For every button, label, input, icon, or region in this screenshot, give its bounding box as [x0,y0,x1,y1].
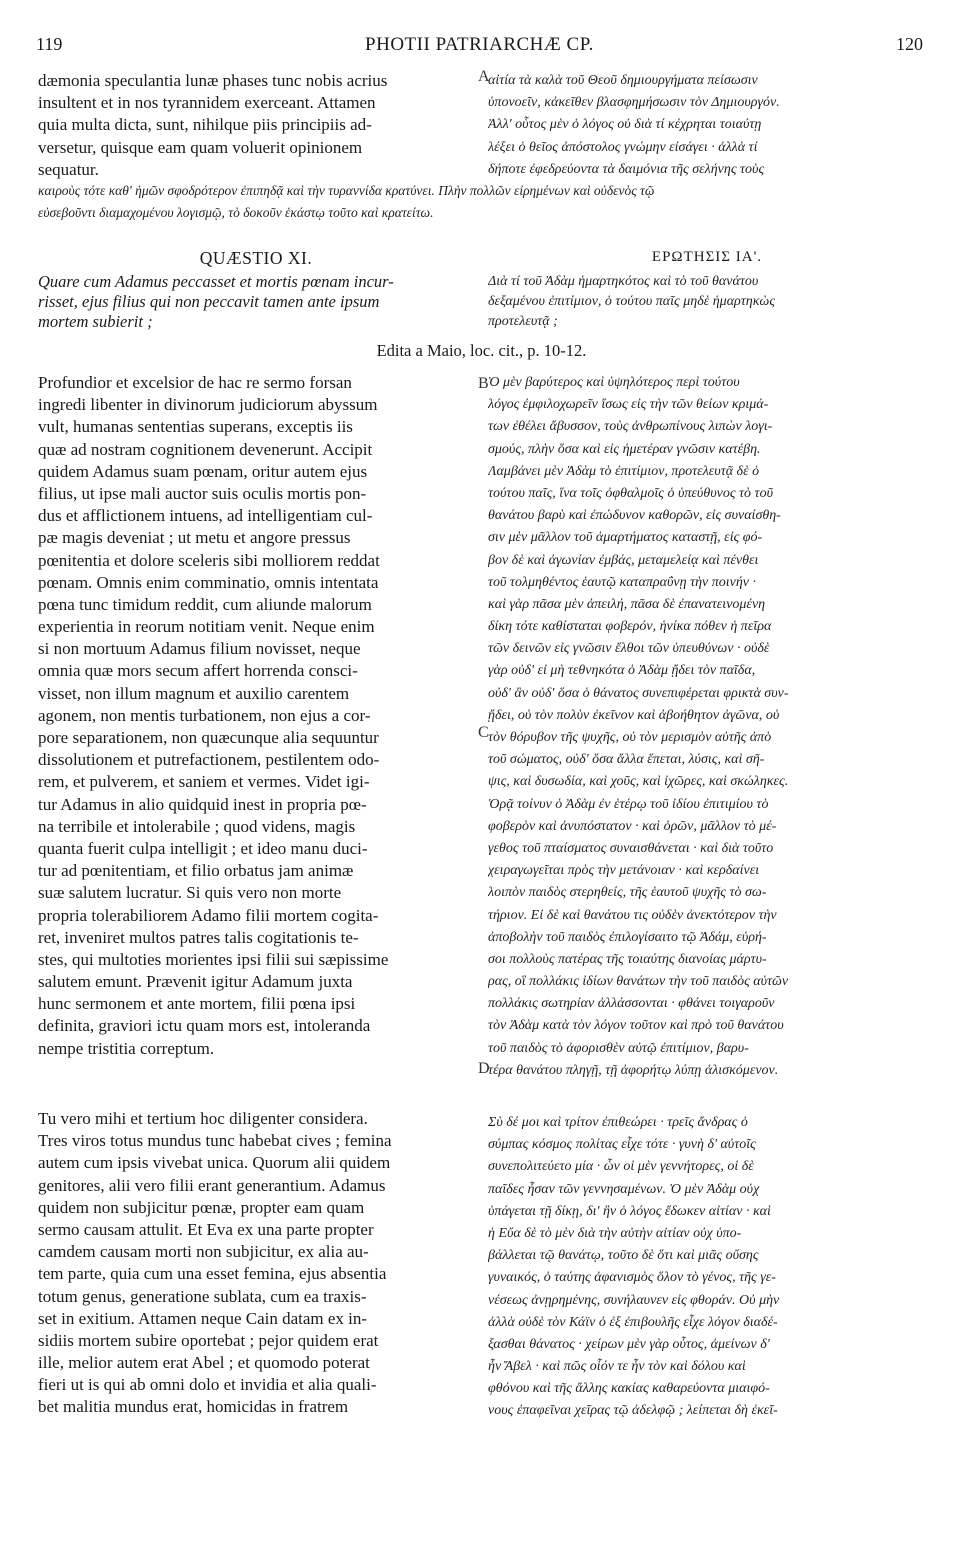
text-line: βον δὲ καὶ ἀγωνίαν ἐμβάς, μεταμελείᾳ καὶ πένθει [488,552,759,568]
text-line: σοι πολλοὺς πατέρας τῆς τοιαύτης διανοίας μάρτυ- [488,951,767,967]
text-line: ἦν Ἄβελ · καὶ πῶς οἷόν τε ἦν τὸν καὶ δόλου καὶ [488,1359,746,1375]
text-line: tur ad pœnitentiam, et filio orbatus jam animæ [38,861,354,881]
question-latin [38,272,474,332]
text-line: experientia in reorum notitiam venit. Neque enim [38,617,375,637]
question-greek [488,272,926,332]
text-line: ψις, καὶ δυσωδία, καὶ χοῦς, καὶ ἰχῶρες, καὶ σκώληκες. [488,774,789,790]
running-header [36,34,923,58]
text-line: si non mortuum Adamus filium novisset, neque [38,639,361,659]
text-line: δήποτε ἐφεδρεύοντα τὰ δαιμόνια τῆς σελήνης τοὺς [488,161,765,177]
text-line: quanta fuerit culpa intelligit ; et ideo manu duci- [38,838,368,858]
text-line: φθόνου καὶ τῆς ἄλλης κακίας καθαρεύοντα μιαιφό- [488,1381,770,1397]
text-line: tem parte, quia cum una esset femina, ejus absentia [38,1264,387,1284]
text-line: sequatur. [38,159,99,179]
margin-marker-b: B [478,375,489,392]
text-line: νέσεως ἀνῃρημένης, συνήλαυνεν εἰς φθοράν. Οὐ μὴν [488,1292,780,1308]
text-line: filius, ut ipse mali auctor suis oculis mortis pon- [38,483,367,503]
text-line: pœnitentia et dolore sceleris sibi molliorem reddat [38,550,380,570]
body-latin-column-2 [38,1108,474,1419]
text-line: Ὁρᾷ τοίνυν ὁ Ἀδὰμ ἐν ἑτέρῳ τοῦ ἰδίου ἐπιτιμίου τὸ [488,796,769,812]
text-line: pœna tunc timidum reddit, cum aliunde malorum [38,594,372,614]
intro-greek-full-width [38,180,928,224]
text-line: dissolutionem et putrefactionem, pestilentem odo- [38,750,380,770]
text-line: na terribile et intolerabile ; quod videns, magis [38,816,356,836]
text-line: παῖδες ἦσαν τῶν γεννησαμένων. Ὁ μὲν Ἀδὰμ οὐχ [488,1181,760,1197]
text-line: γὰρ οὐδ' εἰ μὴ τεθνηκότα ὁ Ἀδὰμ ᾔδει τὸν παῖδα, [488,663,756,679]
text-line: καὶ γὰρ πᾶσα μὲν ἀπειλή, πᾶσα δὲ ἐπανατεινομένη [488,596,766,612]
text-line: αἰτία τὰ καλὰ τοῦ Θεοῦ δημιουργήματα πείσωσιν [488,73,758,88]
text-line: ἀποβολὴν τοῦ παιδὸς ἐπιλογίσαιτο τῷ Ἀδάμ, εὑρή- [488,929,767,945]
text-line: visset, non illum magnum et auxilio carentem [38,683,350,703]
text-line: οὐδ' ἂν οὐδ' ὅσα ὁ θάνατος συνεπιφέρεται φρικτὰ συν- [488,685,789,701]
text-line: Σὺ δέ μοι καὶ τρίτον ἐπιθεώρει · τρεῖς ἄνδρας ὁ [488,1115,748,1130]
text-line: λοιπὸν παιδὸς στερηθείς, τῆς ἑαυτοῦ ψυχῆς τὸ σω- [488,885,767,901]
text-line: mortem subierit ; [38,312,153,331]
text-line: pœnam. Omnis enim comminatio, omnis intentata [38,572,379,592]
text-line: risset, ejus filius qui non peccavit tamen ante ipsum [38,292,380,311]
text-line: camdem causam morti non subjicitur, ex alia au- [38,1242,369,1262]
text-line: fieri ut is qui ab omni dolo et invidia et alia quali- [38,1375,377,1395]
text-line: τούτου παῖς, ἵνα τοῖς ὀφθαλμοῖς ὁ ὑπεύθυνος τὸ τοῦ [488,485,773,501]
text-line: τὸν Ἀδὰμ κατὰ τὸν λόγον τοῦτον καὶ πρὸ τοῦ θανάτου [488,1018,784,1034]
text-line: χειραγωγεῖται πρὸς τὴν μετάνοιαν · καὶ κερδαίνει [488,863,760,879]
left-page-number: 119 [36,34,63,54]
text-line: τῶν δεινῶν εἰς γνῶσιν ἔλθοι τῶν ὑπευθύνων · οὐδὲ [488,641,770,657]
text-line: genitores, alii vero filii erant generantium. Adamus [38,1175,386,1195]
text-line: ἀλλὰ οὐδὲ τὸν Κάϊν ὁ ἐξ ἐπιβουλῆς εἶχε λόγον διαδέ- [488,1314,778,1330]
intro-greek-column [488,70,926,181]
text-line: λόγος ἐμφιλοχωρεῖν ἴσως εἰς τὴν τῶν θείων κριμά- [488,397,769,413]
text-line: ξασθαι θάνατος · χείρων μὲν γὰρ οὗτος, ἀμείνων δ' [488,1336,770,1352]
text-line: γυναικός, ὁ ταύτης ἀφανισμὸς ὅλον τὸ γένος, τῆς γε- [488,1270,776,1286]
right-page-number: 120 [896,34,923,54]
text-line: θανάτου βαρὺ καὶ ἐπώδυνον καθορῶν, εἰς συναίσθη- [488,508,781,524]
text-line: vult, humanas sententias superans, exceptis iis [38,417,353,437]
text-line: Profundior et excelsior de hac re sermo forsan [38,373,352,392]
source-note: Edita a Maio, loc. cit., p. 10-12. [376,341,587,360]
text-line: γεθος τοῦ πταίσματος συναισθάνεται · καὶ διὰ τοῦτο [488,840,774,856]
text-line: stes, qui multoties morientes ipsi filii sui sæpissime [38,949,389,969]
text-line: ἡ Εὔα δὲ τὸ μὲν διὰ τὴν αὐτὴν αἰτίαν οὐχ ὑπο- [488,1225,742,1241]
text-line: τοῦ σώματος, οὐδ' ὅσα ἄλλα ἕπεται, λύσις, καὶ σῆ- [488,752,765,768]
text-line: quidem Adamus suam pœnam, oritur autem ejus [38,461,368,481]
running-title: PHOTII PATRIARCHÆ CP. [365,34,594,55]
text-line: ρας, οἳ πολλάκις ἰδίων θανάτων τὴν τοῦ παιδὸς αὐτῶν [488,974,789,990]
text-line: τήριον. Εἰ δὲ καὶ θανάτου τις οὐδὲν ἀνεκτότερον τὴν [488,907,777,923]
text-line: τοῦ παιδὸς τὸ ἀφορισθὲν αὐτῷ ἐπιτίμιον, βαρυ- [488,1040,749,1056]
text-line: λέξει ὁ θεῖος ἀπόστολος γνώμην εἰσάγει · ἀλλὰ τί [488,139,758,155]
text-line: σιν μὲν μᾶλλον τοῦ ἁμαρτήματος καταστῇ, εἰς φό- [488,530,763,546]
text-line: dus et afflictionem intuens, ad intelligentiam cul- [38,506,373,526]
text-line: propria tolerabiliorem Adamo filii mortem cogita- [38,905,379,925]
quaestio-title-greek: ΕΡΩΤΗΣΙΣ ΙΑ'. [651,249,763,265]
text-line: sermo causam attulit. Et Eva ex una parte propter [38,1219,374,1239]
text-line: Ὁ μὲν βαρύτερος καὶ ὑψηλότερος περὶ τούτου [488,375,740,390]
text-line: Λαμβάνει μὲν Ἀδὰμ τὸ ἐπιτίμιον, προτελευτᾷ δὲ ὁ [488,463,760,479]
text-line: τοῦ τολμηθέντος ἑαυτῷ καταπραΰνῃ τὴν ποινήν · [488,574,757,590]
text-line: δίκη τότε καθίσταται φοβερόν, ἡνίκα πόθεν ἡ πεῖρα [488,619,772,635]
text-line: των ἐθέλει ἄβυσσον, τοὺς ἀνθρωπίνους λιπὼν λογι- [488,419,773,435]
text-line: τὸν θόρυβον τῆς ψυχῆς, οὐ τὸν μερισμὸν αὐτῆς ἀπὸ [488,730,772,745]
text-line: set in exitium. Attamen neque Cain datam ex in- [38,1308,368,1328]
text-line: suæ salutem lucratur. Si quis vero non morte [38,883,342,903]
text-line: Tu vero mihi et tertium hoc diligenter considera. [38,1109,368,1128]
intro-latin-column [38,70,474,181]
text-line: ὑπονοεῖν, κἀκεῖθεν βλασφημήσωσιν τὸν Δημιουργόν. [488,95,780,111]
text-line: ᾔδει, οὐ τὸν πολὺν ἐκεῖνον καὶ ἀβοήθητον ἀγῶνα, οὐ [488,707,780,723]
text-line: omnia quæ mors secum affert horrenda consci- [38,661,358,681]
text-line: ret, inveniret multos patres talis cogitationis te- [38,927,359,947]
text-line: καιροὺς τότε καθ' ἡμῶν σφοδρότερον ἐπιπηδᾷ καὶ τὴν τυραννίδα κρατύνει. Πλὴν πολλῶν εἰρημένων καὶ οὐδενὸς τῷ [38,183,655,198]
text-line: δεξαμένου ἐπιτίμιον, ὁ τούτου παῖς μηδὲ ἡμαρτηκὼς [488,294,775,309]
body-latin-column [38,372,474,1060]
text-line: ille, melior autem erat Abel ; et quomodo poterat [38,1353,370,1373]
text-line: Tres viros totus mundus tunc habebat cives ; femina [38,1131,392,1151]
text-line: versetur, quisque eam quam voluerit opinionem [38,137,363,157]
text-line: pæ magis deveniat ; ut metu et angore pressus [38,528,351,548]
text-line: ingredi libenter in divinorum judiciorum abyssum [38,395,378,415]
text-line: Διὰ τί τοῦ Ἀδὰμ ἡμαρτηκότος καὶ τὸ τοῦ θανάτου [488,274,759,289]
text-line: bet malitia mundus erat, homicidas in fratrem [38,1397,349,1417]
text-line: σμούς, πλὴν ὅσα καὶ εἰς ἡμετέραν γνῶσιν κατέβη. [488,441,761,457]
text-line: πολλάκις σωτηρίαν ἀλλάσσονται · φθάνει τοιγαροῦν [488,996,775,1012]
text-line: προτελευτᾷ ; [488,314,558,329]
text-line: βάλλεται τῷ θανάτῳ, τοῦτο δὲ ὅτι καὶ μιᾶς οὔσης [488,1248,759,1264]
text-line: pore separationem, non quæcunque alia sequuntur [38,728,379,747]
text-line: Ἀλλ' οὗτος μὲν ὁ λόγος οὐ διὰ τί κέχρηται τοιαύτῃ [488,117,762,133]
text-line: definita, graviori ictu quam mors est, intoleranda [38,1016,371,1036]
text-line: Quare cum Adamus peccasset et mortis pœnam incur- [38,272,394,291]
text-line: sidiis mortem subire oportebat ; pejor quidem erat [38,1330,379,1350]
text-line: ὑπάγεται τῇ δίκῃ, δι' ἣν ὁ λόγος ἔδωκεν αἰτίαν · καὶ [488,1203,771,1219]
text-line: quæ ad nostram cognitionem devenerunt. Accipit [38,439,373,459]
margin-marker-c: C [478,724,489,741]
text-line: totum genus, generatione sublata, cum ea traxis- [38,1286,367,1306]
margin-marker-d: D [478,1060,490,1077]
text-line: συνεπολιτεύετο μία · ὧν οἱ μὲν γεννήτορες, οἱ δὲ [488,1159,754,1175]
text-line: tur Adamus in alio quidquid inest in propria pœ- [38,794,367,814]
text-line: εὐσεβοῦντι διαμαχομένου λογισμῷ, τὸ δοκοῦν ἑκάστῳ τοῦτο καὶ κρατείτω. [38,205,434,220]
text-line: salutem emunt. Prævenit igitur Adamum juxta [38,972,353,992]
quaestio-title-latin: QUÆSTIO XI. [199,248,313,268]
text-line: quidem non subjicitur pœnæ, propter eam quam [38,1197,365,1217]
text-line: σύμπας κόσμος πολίτας εἶχε τότε · γυνὴ δ' αὐτοῖς [488,1137,756,1153]
body-greek-column [488,372,926,1082]
text-line: τέρα θανάτου πληγῇ, τῇ ἀφορήτῳ λύπῃ ἁλισκόμενον. [488,1062,779,1078]
text-line: νους ἐπαφεῖναι χεῖρας τῷ ἀδελφῷ ; λείπεται δὴ ἐκεῖ- [488,1403,778,1419]
margin-marker-a: A [478,68,490,85]
text-line: φοβερὸν καὶ ἀνυπόστατον · καὶ ὁρῶν, μᾶλλον τὸ μέ- [488,818,777,834]
text-line: quia multa dicta, sunt, nihilque piis principiis ad- [38,115,372,135]
body-greek-column-2 [488,1112,926,1423]
text-line: hunc sermonem et ante mortem, filii pœna ipsi [38,994,356,1014]
text-line: autem cum ipsis vivebat unica. Quorum alii quidem [38,1153,391,1173]
text-line: insultent et in nos tyrannidem exerceant. Attamen [38,93,376,113]
text-line: rem, et pulverem, et saniem et vermes. Videt igi- [38,772,370,792]
text-line: agonem, non mentis turbationem, non ejus a cor- [38,705,371,725]
text-line: nempe tristitia correptum. [38,1038,215,1058]
text-line: dæmonia speculantia lunæ phases tunc nobis acrius [38,71,388,90]
